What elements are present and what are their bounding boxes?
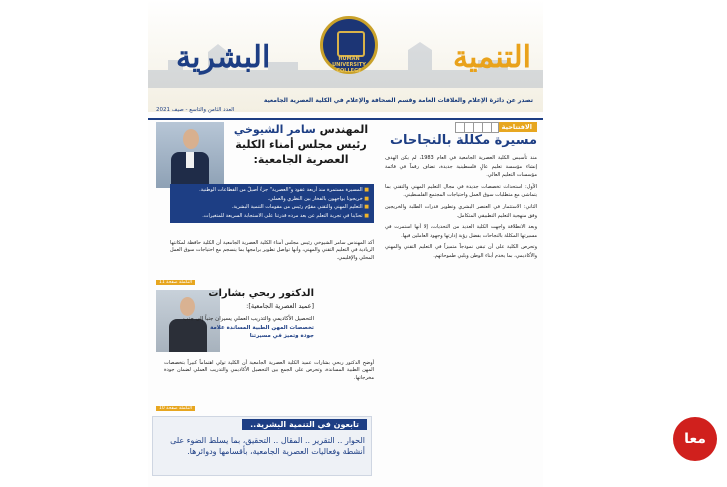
highlight-item: ■ تحدّينا في تجربة التعلم عن بعد مرده قدرتنا على الاستجابة السريعة للمتغيرات.	[202, 212, 369, 219]
highlight-item: ■ خريجونا يواجهون بالفخار بين النظري والعملي.	[267, 195, 369, 202]
follow-heading: تابعون في التنمية البشرية..	[242, 419, 367, 430]
doctor-point: تخصصات المهن الطبية المساندة علامة	[210, 324, 314, 331]
seal-emblem-icon	[337, 31, 365, 57]
masthead-title-left: البشرية	[176, 40, 271, 75]
editorial-title: مسيرة مكللة بالنجاحات	[389, 133, 537, 148]
editorial-paragraph: الثاني: الاستثمار في العنصر البشري وتطوير قدرات الطلبة والخريجين وفق منهجية التعليم التطبيقي المتكامل.	[385, 203, 537, 219]
interviews-column	[152, 120, 376, 487]
engineer-headline	[228, 122, 374, 167]
editorial-paragraph: وبعد الانطلاقة واجهت الكلية العديد من التحديات، إلا أنها استمرت في مسيرتها المكللة بالنجاحات بفضل رؤية إدارتها وجهود العاملين فيها.	[385, 224, 537, 239]
masthead	[148, 0, 543, 112]
engineer-photo	[156, 122, 224, 188]
photo-head	[183, 129, 199, 149]
masthead-tagline: تصدر عن دائرة الإعلام والعلاقات العامة وقسم الصحافة والإعلام في الكلية العصرية الجامعية	[263, 97, 533, 104]
follow-box	[152, 416, 372, 476]
editorial-paragraph: الأول: استحداث تخصصات جديدة في مجال التعليم المهني والتقني بما يتماشى مع متطلبات سوق العمل واحتياجات المجتمع الفلسطيني.	[385, 183, 537, 199]
continued-label: التكملة صفحة 11	[156, 280, 195, 285]
editorial-paragraph: وتحرص الكلية على أن تبقى نموذجاً متميزاً في التعليم التقني والمهني والأكاديمي، بما يخدم أبناء الوطن ويلبي طموحاتهم.	[385, 244, 537, 259]
editorial-column	[381, 120, 543, 487]
editorial-paragraph: منذ تأسيس الكلية العصرية الجامعية في العام 1983، لم يكن الهدف إنشاء مؤسسة تعليم عالٍ فلسطينية جديدة، تضاف رقماً في قائمة مؤسسات التعليم العالي.	[385, 155, 537, 179]
bullet-icon: ■	[362, 187, 369, 193]
newspaper-page	[148, 0, 543, 487]
doctor-points	[169, 315, 314, 341]
maan-logo: معا	[673, 417, 717, 461]
engineer-article-text: أكد المهندس سامر الشيوخي رئيس مجلس أمناء الكلية العصرية الجامعية أن الكلية حافظة لمكانتها الريادية في التعليم التقني والمهني، وأنها تواصل تطوير برامجها بما ينسجم مع احتياجات سوق العمل المحلي والإقليمي.	[170, 240, 374, 261]
issue-number: العدد الثامن والتاسع - صيف 2021	[156, 107, 235, 113]
bullet-icon: ■	[362, 195, 369, 202]
college-seal-logo	[320, 16, 378, 74]
doctor-article-text: أوضح الدكتور ربحي بشارات عميد الكلية العصرية الجامعية أن الكلية تولي اهتماماً كبيراً بتخصصات المهن الطبية المساندة، وتحرص على الجمع بين التحصيل الأكاديمي والتدريب العملي لضمان جودة مخرجاتها.	[164, 360, 374, 381]
editorial-kicker: الافتتاحية	[497, 122, 537, 132]
editorial-body	[385, 154, 537, 264]
engineer-highlights	[170, 184, 374, 223]
doctor-point: التحصيل الأكاديمي والتدريب العملي يسيران جنباً إلى جنب	[183, 316, 314, 322]
masthead-title-right: التنمية	[452, 40, 531, 75]
doctor-headline: الدكتور ربحي بشارات	[208, 288, 314, 299]
decorative-boxes	[455, 122, 499, 133]
highlight-item: ■ المسيرة مستمرة منذ أربعة عقود و"العصرية" جزءٌ أصيلٌ من القطاعات الوطنية.	[199, 187, 369, 193]
follow-body: الحوار .. التقرير .. المقال .. التحقيق، بما يسلط الضوء على أنشطة وفعاليات العصرية الجامعية، بأقسامها ودوائرها.	[170, 436, 365, 456]
engineer-role: رئيس مجلس أمناء الكلية العصرية الجامعية:	[235, 138, 367, 166]
continued-label: التكملة صفحة 10	[156, 406, 195, 411]
photo-shirt	[186, 152, 194, 168]
doctor-point: جودة وتميز في مسيرتنا	[249, 333, 314, 339]
doctor-role: [عميد العصرية الجامعية]:	[246, 302, 314, 310]
engineer-title: المهندس	[319, 123, 369, 136]
seal-text: HUMAN UNIVERSITY COLLEGE	[332, 56, 366, 74]
issue-bar	[148, 106, 543, 120]
bullet-icon: ■	[362, 204, 369, 210]
engineer-name: سامر الشيوخي	[233, 123, 316, 136]
bullet-icon: ■	[362, 212, 369, 219]
highlight-item: ■ التعليم المهني والتقني مقوّم رئيس من مقومات التنمية البشرية.	[231, 204, 369, 210]
